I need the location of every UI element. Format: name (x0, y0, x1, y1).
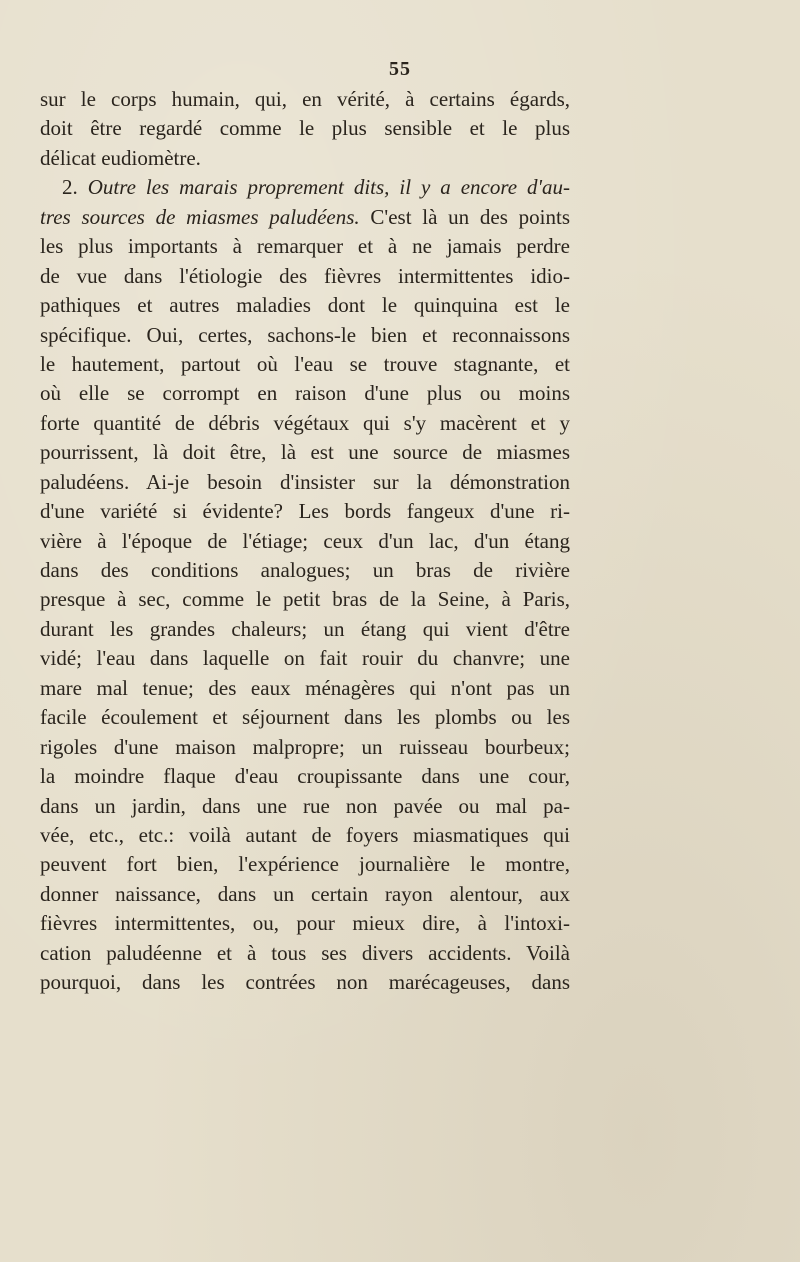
text-line: vidé; l'eau dans laquelle on fait rouir du chanvre; une (40, 646, 570, 671)
text-line: cation paludéenne et à tous ses divers accidents. Voilà (40, 940, 570, 965)
text-line: pourquoi, dans les contrées non marécageuses, dans (40, 970, 570, 995)
text-line: durant les grandes chaleurs; un étang qui vient d'être (40, 616, 570, 641)
section-heading-italic-continued: tres sources de miasmes paludéens. (40, 204, 360, 229)
text-line: délicat eudiomètre. (40, 145, 201, 170)
text-line (40, 203, 570, 232)
text-line: rigoles d'une maison malpropre; un ruisseau bourbeux; (40, 734, 570, 759)
body-text (40, 85, 570, 998)
text-line: doit être regardé comme le plus sensible et le plus (40, 116, 570, 141)
text-line: où elle se corrompt en raison d'une plus ou moins (40, 381, 570, 406)
text-line: vée, etc., etc.: voilà autant de foyers miasmatiques qui (40, 822, 570, 847)
text-line: forte quantité de débris végétaux qui s'y macèrent et y (40, 410, 570, 435)
text-line-section-start (40, 173, 570, 202)
text-line-rest: C'est là un des points (359, 204, 571, 229)
text-line: mare mal tenue; des eaux ménagères qui n'ont pas un (40, 675, 570, 700)
text-line: spécifique. Oui, certes, sachons-le bien et reconnaissons (40, 322, 570, 347)
text-line: pathiques et autres maladies dont le quinquina est le (40, 293, 570, 318)
text-line: fièvres intermittentes, ou, pour mieux dire, à l'intoxi- (40, 911, 570, 936)
text-line: dans des conditions analogues; un bras de rivière (40, 558, 570, 582)
text-line: dans un jardin, dans une rue non pavée ou mal pa- (40, 793, 570, 818)
section-number: 2. (62, 175, 78, 200)
text-line: facile écoulement et séjournent dans les plombs ou les (40, 705, 570, 730)
text-line: le hautement, partout où l'eau se trouve stagnante, et (40, 351, 570, 376)
text-line: la moindre flaque d'eau croupissante dans une cour, (40, 764, 570, 789)
text-line: pourrissent, là doit être, là est une source de miasmes (40, 440, 570, 465)
text-line: paludéens. Ai-je besoin d'insister sur la démonstration (40, 469, 570, 494)
text-line: d'une variété si évidente? Les bords fangeux d'une ri- (40, 499, 570, 524)
text-line: donner naissance, dans un certain rayon alentour, aux (40, 881, 570, 906)
page-number: 55 (389, 58, 411, 80)
section-heading-italic: Outre les marais proprement dits, il y a encore d'au- (87, 175, 570, 200)
text-line: vière à l'époque de l'étiage; ceux d'un lac, d'un étang (40, 528, 570, 553)
text-line: sur le corps humain, qui, en vérité, à certains égards, (40, 87, 570, 111)
text-line: de vue dans l'étiologie des fièvres intermittentes idio- (40, 263, 570, 288)
text-line: presque à sec, comme le petit bras de la Seine, à Paris, (40, 587, 570, 612)
text-line: les plus importants à remarquer et à ne jamais perdre (40, 234, 570, 259)
text-line: peuvent fort bien, l'expérience journalière le montre, (40, 852, 570, 877)
